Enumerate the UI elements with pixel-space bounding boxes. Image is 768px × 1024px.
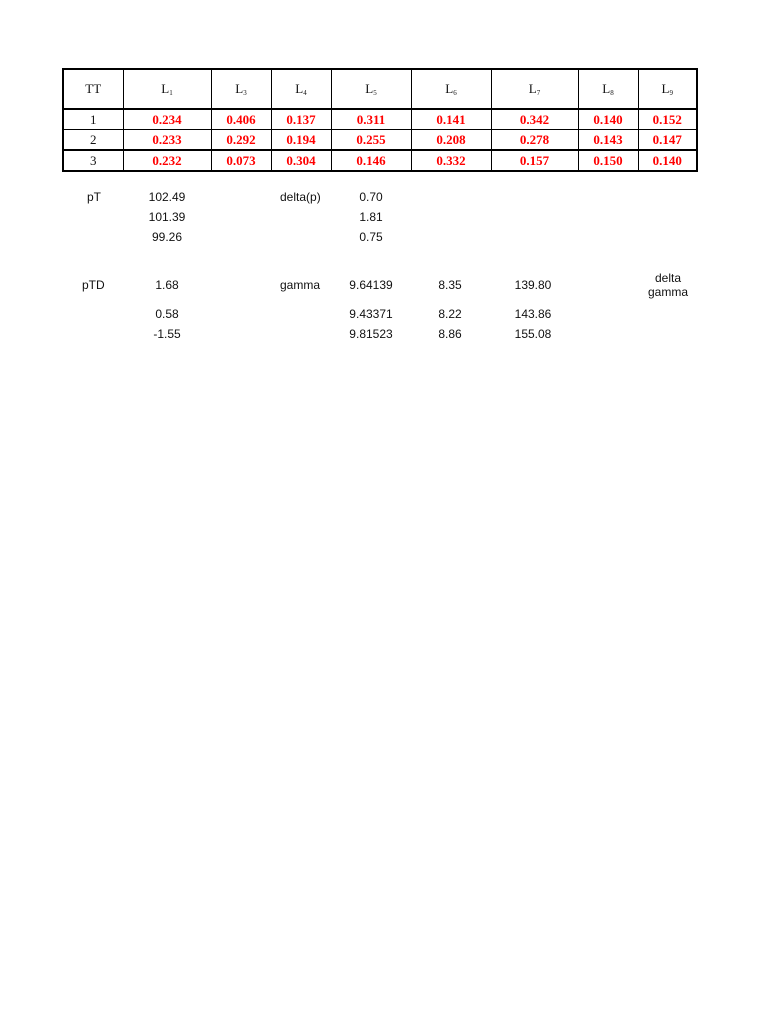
table-row: [63, 150, 697, 171]
table-cell: 0.304: [271, 150, 331, 171]
table-cell: 0.073: [211, 150, 271, 171]
table-cell: 0.292: [211, 130, 271, 151]
table-cell: 0.146: [331, 150, 411, 171]
header-cell-l3: $L_3$: [211, 69, 271, 109]
delta-p-value: 0.75: [359, 230, 383, 244]
table-row: [63, 109, 697, 130]
delta-gamma-label-line1: delta: [654, 271, 682, 285]
ptd-value: -1.55: [153, 327, 181, 341]
delta-gamma-label: [648, 271, 688, 299]
table-cell: 0.147: [638, 130, 697, 151]
gamma-value: 8.35: [438, 278, 462, 292]
gamma-value: 8.86: [438, 327, 462, 341]
gamma-value: 155.08: [514, 327, 552, 341]
table-cell: 0.311: [331, 109, 411, 130]
pt-value: 102.49: [148, 190, 186, 204]
row-label: 2: [63, 130, 123, 151]
gamma-label: gamma: [280, 278, 321, 292]
table-cell: 0.137: [271, 109, 331, 130]
ptd-label: pTD: [82, 278, 105, 292]
table-cell: 0.140: [578, 109, 638, 130]
gamma-value: 9.43371: [349, 307, 393, 321]
delta-p-value: 1.81: [359, 210, 383, 224]
row-label: 3: [63, 150, 123, 171]
table-cell: 0.150: [578, 150, 638, 171]
gamma-value: 8.22: [438, 307, 462, 321]
pt-value: 101.39: [148, 210, 186, 224]
table-cell: 0.406: [211, 109, 271, 130]
pt-label: pT: [87, 190, 102, 204]
gamma-value: 139.80: [514, 278, 552, 292]
table-row: [63, 130, 697, 151]
data-table: [62, 68, 698, 172]
table-header-row: [63, 69, 697, 109]
delta-p-label: delta(p): [280, 190, 321, 204]
table-cell: 0.332: [411, 150, 491, 171]
table-cell: 0.140: [638, 150, 697, 171]
table-cell: 0.208: [411, 130, 491, 151]
header-cell-l9: $L_9$: [638, 69, 697, 109]
table-cell: 0.143: [578, 130, 638, 151]
table-cell: 0.255: [331, 130, 411, 151]
row-label: 1: [63, 109, 123, 130]
ptd-value: 1.68: [155, 278, 179, 292]
header-cell-l6: $L_6$: [411, 69, 491, 109]
pt-value: 99.26: [151, 230, 183, 244]
header-cell-l8: $L_8$: [578, 69, 638, 109]
header-cell-l5: $L_5$: [331, 69, 411, 109]
header-cell-tt: TT: [63, 69, 123, 109]
table-cell: 0.157: [491, 150, 578, 171]
ptd-value: 0.58: [155, 307, 179, 321]
table-cell: 0.194: [271, 130, 331, 151]
table-cell: 0.232: [123, 150, 211, 171]
header-cell-l7: $L_7$: [491, 69, 578, 109]
table-cell: 0.342: [491, 109, 578, 130]
delta-gamma-label-line2: gamma: [647, 285, 689, 299]
gamma-value: 9.64139: [349, 278, 393, 292]
header-cell-l1: $L_1$: [123, 69, 211, 109]
header-cell-l4: $L_4$: [271, 69, 331, 109]
table-cell: 0.233: [123, 130, 211, 151]
table-cell: 0.141: [411, 109, 491, 130]
table-cell: 0.234: [123, 109, 211, 130]
delta-p-value: 0.70: [359, 190, 383, 204]
table-cell: 0.278: [491, 130, 578, 151]
table-cell: 0.152: [638, 109, 697, 130]
gamma-value: 143.86: [514, 307, 552, 321]
gamma-value: 9.81523: [349, 327, 393, 341]
